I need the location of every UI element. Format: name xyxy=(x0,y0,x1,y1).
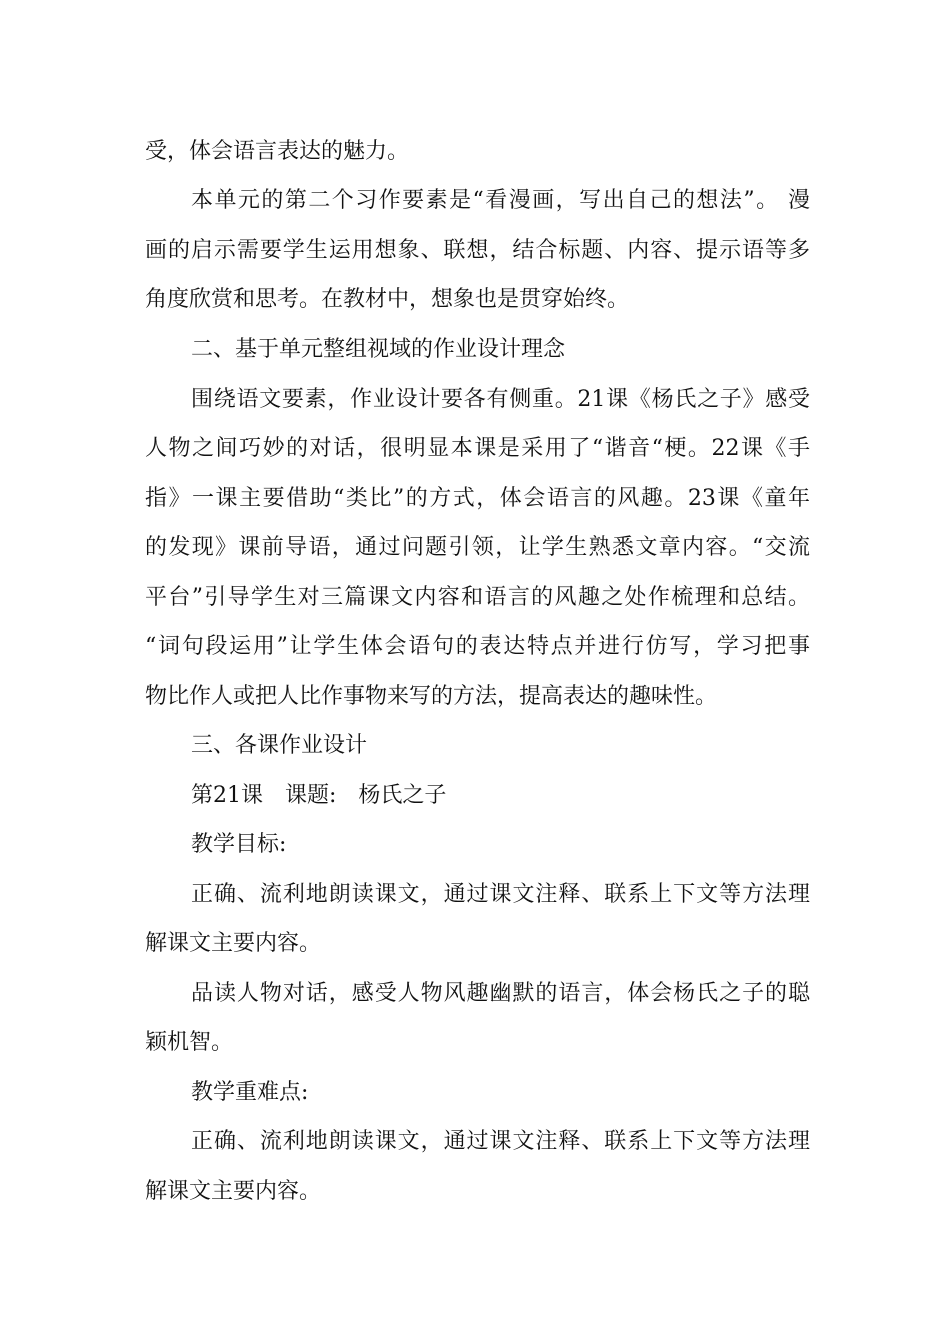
text-line-18: 品读人物对话，感受人物风趣幽默的语言，体会杨氏之子的聪 xyxy=(191,981,810,1006)
text-line-10: 平台”引导学生对三篇课文内容和语言的风趣之处作梳理和总结。 xyxy=(145,585,810,610)
text-line-21: 正确、流利地朗读课文，通过课文注释、联系上下文等方法理 xyxy=(191,1129,810,1154)
text-line-11: “词句段运用”让学生体会语句的表达特点并进行仿写，学习把事 xyxy=(145,634,810,659)
lesson-title: 第21课 课题: 杨氏之子 xyxy=(191,783,447,808)
section-heading-2: 二、基于单元整组视域的作业设计理念 xyxy=(191,337,566,362)
text-line-16: 正确、流利地朗读课文，通过课文注释、联系上下文等方法理 xyxy=(191,882,810,907)
text-line-6: 围绕语文要素，作业设计要各有侧重。21课《杨氏之子》感受 xyxy=(191,387,810,412)
text-line-2: 本单元的第二个习作要素是“看漫画，写出自己的想法”。 漫 xyxy=(191,188,810,213)
text-line-22: 解课文主要内容。 xyxy=(145,1179,322,1204)
text-line-17: 解课文主要内容。 xyxy=(145,931,322,956)
key-points-heading: 教学重难点: xyxy=(191,1080,309,1105)
text-line-7: 人物之间巧妙的对话，很明显本课是采用了“谐音“梗。22课《手 xyxy=(145,436,810,461)
text-line-9: 的发现》课前导语，通过问题引领，让学生熟悉文章内容。“交流 xyxy=(145,535,810,560)
teaching-goals-heading: 教学目标: xyxy=(191,832,287,857)
text-line-4: 角度欣赏和思考。在教材中，想象也是贯穿始终。 xyxy=(145,287,630,312)
text-line-8: 指》一课主要借助“类比”的方式，体会语言的风趣。23课《童年 xyxy=(145,486,810,511)
section-heading-3: 三、各课作业设计 xyxy=(191,733,368,758)
text-line-19: 颖机智。 xyxy=(145,1030,234,1055)
text-line-1: 受，体会语言表达的魅力。 xyxy=(145,139,410,164)
text-line-12: 物比作人或把人比作事物来写的方法，提高表达的趣味性。 xyxy=(145,684,718,709)
text-line-3: 画的启示需要学生运用想象、联想，结合标题、内容、提示语等多 xyxy=(145,238,810,263)
